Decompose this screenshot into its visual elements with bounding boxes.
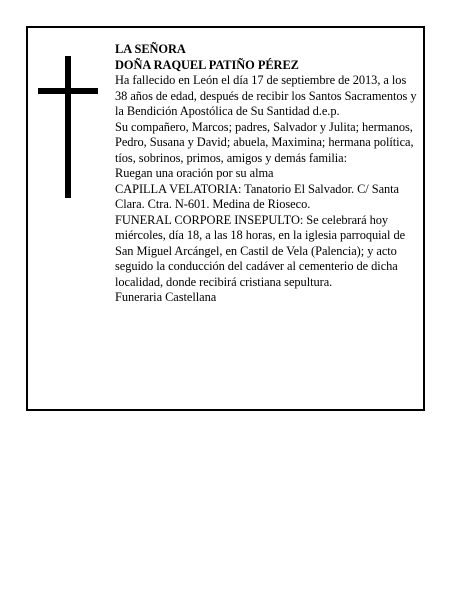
funeral-info: FUNERAL CORPORE INSEPULTO: Se celebrará hoy miércoles, día 18, a las 18 horas, en la iglesia parroquial de San Miguel Arcángel, en Castil de Vela (Palencia); y acto seguido la conducción del cadáver al cementerio de dicha localidad, donde recibirá cristiana sepultura. — [115, 212, 406, 289]
notice-body — [115, 42, 421, 306]
cross-vertical-bar — [65, 56, 71, 198]
prayer-request: Ruegan una oración por su alma — [115, 166, 274, 180]
funeral-home: Funeraria Castellana — [115, 290, 217, 304]
death-announcement: Ha fallecido en León el día 17 de septiembre de 2013, a los 38 años de edad, después de recibir los Santos Sacramentos y la Bendición Apostólica de Su Santidad d.e.p. — [115, 73, 417, 118]
family-list: Su compañero, Marcos; padres, Salvador y Julita; hermanos, Pedro, Susana y David; abuela, Maximina; hermana política, tíos, sobrinos, primos, amigos y demás familia: — [115, 119, 414, 165]
cross-icon — [38, 56, 98, 198]
cross-horizontal-bar — [38, 88, 98, 94]
wake-chapel-info: CAPILLA VELATORIA: Tanatorio El Salvador. C/ Santa Clara. Ctra. N-601. Medina de Rioseco. — [115, 181, 400, 211]
deceased-name: DOÑA RAQUEL PATIÑO PÉREZ — [115, 57, 299, 72]
notice-heading: LA SEÑORA — [115, 42, 186, 56]
obituary-notice — [26, 26, 425, 411]
